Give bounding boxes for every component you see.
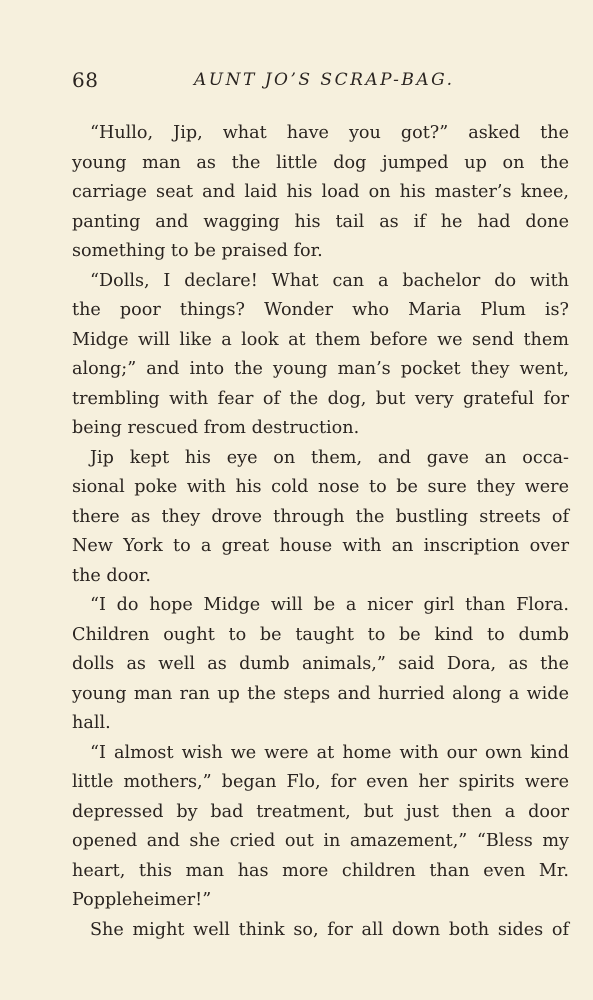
paragraph — [72, 119, 569, 267]
text-line: heart, this man has more children than even Mr. — [72, 860, 569, 881]
text-line: sional poke with his cold nose to be sure they were — [72, 477, 569, 497]
text-line: young man as the little dog jumped up on the — [72, 152, 569, 173]
text-line: Midge will like a look at them before we send them — [72, 329, 569, 350]
text-line: “I almost wish we were at home with our own kind — [90, 742, 569, 763]
text-line: New York to a great house with an inscription over — [72, 536, 569, 556]
text-line: “I do hope Midge will be a nicer girl than Flora. — [90, 595, 569, 615]
text-line: She might well think so, for all down both sides of — [90, 919, 569, 940]
text-line: along;” and into the young man’s pocket they went, — [72, 359, 569, 379]
text-line: carriage seat and laid his load on his master’s knee, — [72, 182, 569, 202]
running-head — [72, 68, 542, 96]
text-line: little mothers,” began Flo, for even her spirits were — [72, 772, 569, 792]
text-line: “Dolls, I declare! What can a bachelor do with — [90, 270, 569, 291]
running-title: AUNT JO’S SCRAP-BAG. — [194, 70, 455, 90]
text-line: something to be praised for. — [72, 241, 323, 261]
paragraph — [72, 444, 569, 592]
text-line: panting and wagging his tail as if he had done — [72, 211, 569, 232]
text-line: “Hullo, Jip, what have you got?” asked the — [90, 123, 569, 143]
text-line: the poor things? Wonder who Maria Plum is? — [72, 300, 569, 320]
text-line: trembling with fear of the dog, but very grateful for — [72, 388, 569, 409]
paragraph — [72, 267, 569, 444]
text-line: there as they drove through the bustling streets of — [72, 506, 569, 527]
text-line: the door. — [72, 565, 151, 586]
text-line: hall. — [72, 713, 111, 733]
text-line: opened and she cried out in amazement,” “Bless my — [72, 831, 569, 851]
text-line: Poppleheimer!” — [72, 890, 212, 910]
paragraph — [72, 739, 569, 916]
text-line: depressed by bad treatment, but just then a door — [72, 801, 569, 822]
text-line: dolls as well as dumb animals,” said Dora, as the — [72, 654, 569, 674]
text-line: Jip kept his eye on them, and gave an occa- — [90, 447, 569, 468]
text-line: Children ought to be taught to be kind to dumb — [72, 624, 569, 645]
text-line: being rescued from destruction. — [72, 418, 360, 438]
page-number: 68 — [72, 68, 99, 92]
body-text — [72, 119, 569, 945]
paragraph — [72, 916, 569, 946]
text-line: young man ran up the steps and hurried along a wide — [72, 683, 569, 704]
paragraph — [72, 591, 569, 739]
